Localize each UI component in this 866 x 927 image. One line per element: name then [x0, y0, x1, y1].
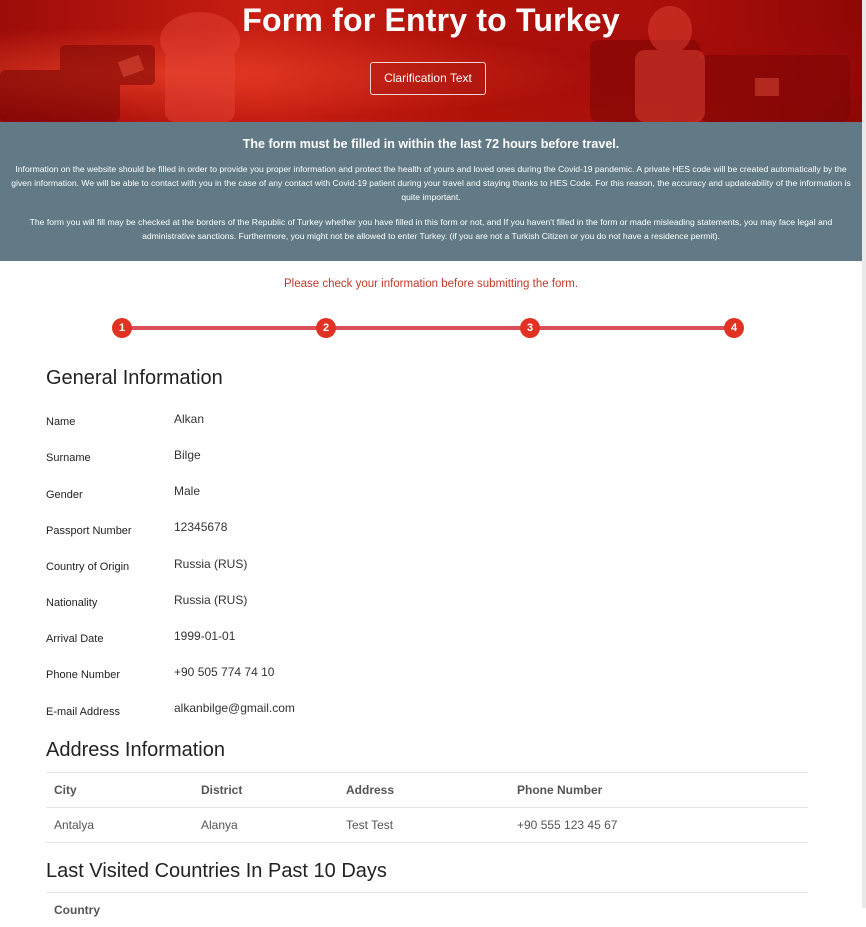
- table-row: [46, 807, 808, 843]
- hero-banner: [0, 0, 862, 122]
- info-banner: [0, 122, 862, 261]
- progress-stepper: [112, 318, 746, 340]
- phone-number-label: Phone Number: [46, 669, 120, 681]
- nationality-value: Russia (RUS): [174, 593, 248, 607]
- email-address-value: alkanbilge@gmail.com: [174, 701, 295, 715]
- column-header-district: District: [201, 783, 243, 797]
- table-header-row: [46, 772, 808, 807]
- page-title: Form for Entry to Turkey: [242, 2, 620, 38]
- phone-number-value: +90 505 774 74 10: [174, 665, 275, 679]
- arrival-date-value: 1999-01-01: [174, 629, 236, 643]
- banner-paragraph-2: The form you will fill may be checked at the borders of the Republic of Turkey whether you have filled in this form or not, and If you haven't filled in the form or made misleading statements, you may face legal and administrative sanctions. Furthermore, you might not be allowed to enter Turkey. (if you are not a Turkish Citizen or you do not have a residence permit).: [29, 217, 833, 241]
- cell-city: Antalya: [54, 818, 95, 832]
- general-information-heading: General Information: [46, 367, 223, 389]
- column-header-address: Address: [346, 783, 395, 797]
- surname-value: Bilge: [174, 448, 201, 462]
- step-2[interactable]: 2: [316, 318, 336, 338]
- step-4[interactable]: 4: [724, 318, 744, 338]
- country-of-origin-label: Country of Origin: [46, 561, 130, 573]
- passport-number-label: Passport Number: [46, 525, 132, 537]
- step-3[interactable]: 3: [520, 318, 540, 338]
- stepper-line: [122, 326, 736, 330]
- surname-label: Surname: [46, 452, 91, 464]
- visited-countries-table: [46, 892, 808, 927]
- check-info-warning: Please check your information before submitting the form.: [283, 278, 579, 290]
- scrollbar-track[interactable]: [862, 0, 866, 908]
- clarification-text-button[interactable]: Clarification Text: [370, 62, 486, 95]
- name-value: Alkan: [174, 412, 205, 426]
- column-header-phone-number: Phone Number: [517, 783, 603, 797]
- arrival-date-label: Arrival Date: [46, 633, 104, 645]
- cell-address: Test Test: [346, 818, 394, 832]
- banner-paragraph-1: Information on the website should be filled in order to provide you proper information and protect the health of yours and loved ones during the Covid-19 pandemic. A private HES code will be created automatically by the given information. We will be able to contact with you in the case of any contact with Covid-19 patient during your travel and staying thanks to HES Code. For this reason, the accuracy and updateability of the information is quite important.: [11, 164, 851, 202]
- step-1[interactable]: 1: [112, 318, 132, 338]
- address-information-heading: Address Information: [46, 739, 225, 761]
- table-header-row: [46, 892, 808, 927]
- address-table: [46, 772, 808, 843]
- nationality-label: Nationality: [46, 597, 98, 609]
- name-label: Name: [46, 416, 76, 428]
- passport-number-value: 12345678: [174, 520, 228, 534]
- country-of-origin-value: Russia (RUS): [174, 557, 248, 571]
- banner-heading: The form must be filled in within the last 72 hours before travel.: [242, 137, 620, 151]
- gender-value: Male: [174, 484, 201, 498]
- cell-phone-number: +90 555 123 45 67: [517, 818, 618, 832]
- gender-label: Gender: [46, 489, 83, 501]
- email-address-label: E-mail Address: [46, 706, 120, 718]
- visited-countries-heading: Last Visited Countries In Past 10 Days: [46, 860, 387, 882]
- column-header-city: City: [54, 783, 77, 797]
- cell-district: Alanya: [201, 818, 238, 832]
- column-header-country: Country: [54, 903, 100, 917]
